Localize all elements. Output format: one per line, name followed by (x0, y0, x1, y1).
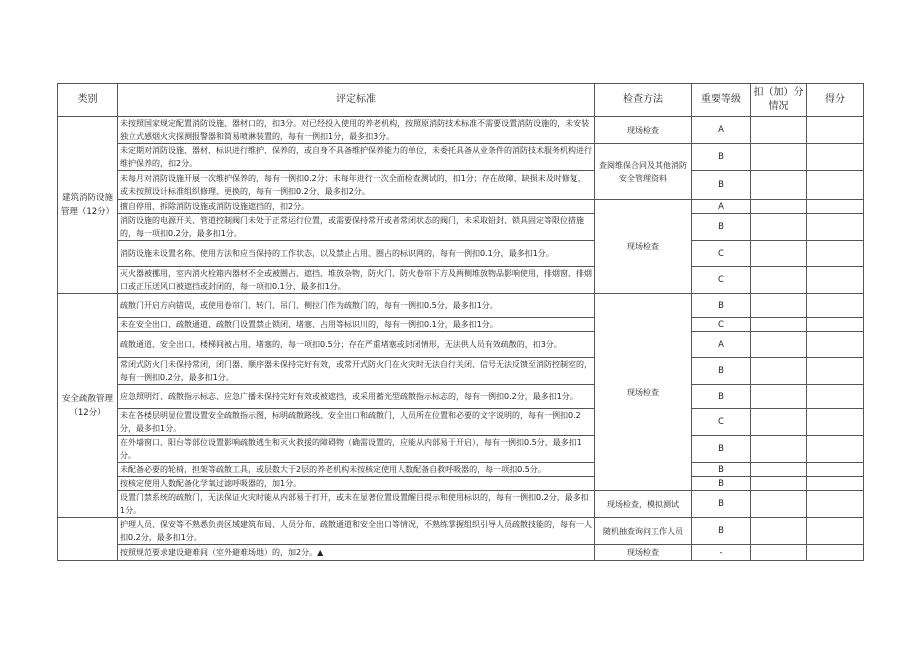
score-cell[interactable] (807, 545, 864, 561)
score-cell[interactable] (807, 241, 864, 267)
level-cell: A (692, 332, 751, 358)
criteria-cell: 护理人员、保安等不熟悉负责区域建筑布局、人员分布、疏散通道和安全出口等情况，不熟练掌握组织引导人员疏散技能的，每有一人扣0.2分，最多扣1分。 (118, 518, 595, 545)
criteria-cell: 在外墙窗口、阳台等部位设置影响疏散逃生和灭火救援的障碍物（确需设置的，应能从内部易于开启），每有一例扣0.5分，最多扣1分。 (118, 436, 595, 463)
criteria-cell: 设置门禁系统的疏散门，无法保证火灾时能从内部易于打开，或未在显著位置设置醒目提示和使用标识的，每有一例扣0.2分，最多扣1分。 (118, 491, 595, 518)
criteria-cell: 按核定使用人数配备化学氧过滤呼吸器的，加1分。 (118, 477, 595, 491)
criteria-cell: 未按照国家规定配置消防设施、器材口的，扣3分。对已经投入使用的养老机构，按照原消防技术标准不需要设置消防设施的，未安装独立式感烟火灾探测报警器和简易喷淋装置的，每有一例扣1分，最多扣3分。 (118, 117, 595, 144)
criteria-cell: 未定期对消防设施、器材、标识进行维护、保养的，或自身不具备维护保养能力的单位，未委托具备从业条件的消防技术服务机构进行维护保养的，扣2分。 (118, 144, 595, 171)
deduct-cell[interactable] (751, 491, 807, 518)
level-cell: C (692, 318, 751, 332)
criteria-cell: 疏散通道、安全出口、楼梯间被占用、堵塞的，每一项扣0.5分；存在严重堵塞或封闭情形，无法供人员有效疏散的，扣3分。 (118, 332, 595, 358)
table-row (58, 200, 864, 214)
score-cell[interactable] (807, 267, 864, 294)
criteria-cell: 未在各楼层明显位置设置安全疏散指示图，标明疏散路线、安全出口和疏散门，人员所在位置和必要的文字说明的，每有一例扣0.2分，最多扣1分。 (118, 409, 595, 436)
criteria-cell: 应急照明灯、疏散指示标志、应急广播未保持完好有效或被遮挡，或采用蓄光型疏散指示标志的，每有一例扣0.2分，最多扣1分。 (118, 385, 595, 409)
deduct-cell[interactable] (751, 332, 807, 358)
method-cell: 现场检查 (595, 117, 692, 144)
table-row (58, 385, 864, 409)
header-score: 得分 (807, 84, 864, 117)
deduct-cell[interactable] (751, 477, 807, 491)
criteria-cell: 未配备必要的轮椅，担架等疏散工具，或层数大于2层的养老机构未按核定使用人数配备自救呼吸器的，每一项扣0.5分。 (118, 463, 595, 477)
table-row (58, 518, 864, 545)
deduct-cell[interactable] (751, 518, 807, 545)
table-row (58, 477, 864, 491)
table-row (58, 358, 864, 385)
level-cell: B (692, 436, 751, 463)
header-category: 类别 (58, 84, 118, 117)
table-row (58, 267, 864, 294)
table-row (58, 171, 864, 200)
table-row (58, 409, 864, 436)
header-deduct: 扣（加）分情况 (751, 84, 807, 117)
criteria-cell: 灭火器被挪用，室内消火栓箱内器材不全或被圈占、遮挡、堆放杂物，防火门、防火卷帘下方及两侧堆放物品影响使用，排烟窗、排烟口或正压送风口被遮挡或封闭的，每一项扣0.1分，最多扣1分。 (118, 267, 595, 294)
score-cell[interactable] (807, 332, 864, 358)
category-cell-empty (58, 518, 118, 561)
deduct-cell[interactable] (751, 171, 807, 200)
level-cell: B (692, 518, 751, 545)
score-cell[interactable] (807, 518, 864, 545)
deduct-cell[interactable] (751, 318, 807, 332)
level-cell: C (692, 409, 751, 436)
score-cell[interactable] (807, 436, 864, 463)
table-row (58, 294, 864, 318)
criteria-cell: 消防设施的电源开关、管道控制阀门未处于正常运行位置，或需要保持常开或者常闭状态的阀门，未采取铅封、锁具固定等限位措施的，每一项扣0.2分，最多扣1分。 (118, 214, 595, 241)
level-cell: B (692, 358, 751, 385)
criteria-cell: 未每月对消防设施开展一次维护保养的，每有一例扣0.2分；未每年进行一次全面检查测试的，扣1分；存在故障、缺损未及时修复，或未按照设计标准组织修理、更换的，每有一例扣0.2分，最多扣2分。 (118, 171, 595, 200)
deduct-cell[interactable] (751, 385, 807, 409)
level-cell: B (692, 463, 751, 477)
table-row (58, 241, 864, 267)
deduct-cell[interactable] (751, 267, 807, 294)
method-cell: 现场检查 (595, 200, 692, 294)
level-cell: B (692, 144, 751, 171)
deduct-cell[interactable] (751, 117, 807, 144)
criteria-cell: 消防设施未设置名称、使用方法和应当保持的工作状态，以及禁止占用、圈占的标识网的，每有一例扣0.1分，最多扣1分。 (118, 241, 595, 267)
score-cell[interactable] (807, 358, 864, 385)
score-cell[interactable] (807, 463, 864, 477)
deduct-cell[interactable] (751, 545, 807, 561)
score-cell[interactable] (807, 144, 864, 171)
table-row (58, 463, 864, 477)
level-cell: - (692, 545, 751, 561)
header-criteria: 评定标准 (118, 84, 595, 117)
header-method: 检查方法 (595, 84, 692, 117)
deduct-cell[interactable] (751, 409, 807, 436)
method-cell: 查阅维保合同及其他消防安全管理资料 (595, 144, 692, 200)
table-row (58, 214, 864, 241)
method-cell: 现场检查 (595, 294, 692, 491)
level-cell: A (692, 117, 751, 144)
criteria-cell: 疏散门开启方向错误，或使用卷帘门、转门、吊门、侧拉门作为疏散门的，每有一例扣0.5分，最多扣1分。 (118, 294, 595, 318)
score-cell[interactable] (807, 117, 864, 144)
deduct-cell[interactable] (751, 241, 807, 267)
level-cell: B (692, 477, 751, 491)
deduct-cell[interactable] (751, 214, 807, 241)
criteria-cell: 擅自停用、拆除消防设施或消防设施遮挡的，扣2分。 (118, 200, 595, 214)
deduct-cell[interactable] (751, 358, 807, 385)
level-cell: B (692, 171, 751, 200)
level-cell: B (692, 491, 751, 518)
score-cell[interactable] (807, 200, 864, 214)
score-cell[interactable] (807, 477, 864, 491)
table-row (58, 545, 864, 561)
criteria-cell: 未在安全出口、疏散通道、疏散门设置禁止锁闭、堵塞、占用等标识川的，每有一例扣0.1分，最多扣1分。 (118, 318, 595, 332)
deduct-cell[interactable] (751, 294, 807, 318)
score-cell[interactable] (807, 409, 864, 436)
category-cell: 安全疏散管理（12分） (58, 294, 118, 518)
header-level: 重要等级 (692, 84, 751, 117)
score-cell[interactable] (807, 214, 864, 241)
table-row (58, 332, 864, 358)
level-cell: C (692, 241, 751, 267)
table-row (58, 436, 864, 463)
table-row (58, 318, 864, 332)
method-cell: 现场检查，模拟测试 (595, 491, 692, 518)
evaluation-table (57, 83, 864, 561)
table-row (58, 491, 864, 518)
table-row (58, 144, 864, 171)
score-cell[interactable] (807, 294, 864, 318)
score-cell[interactable] (807, 171, 864, 200)
deduct-cell[interactable] (751, 144, 807, 171)
level-cell: A (692, 200, 751, 214)
deduct-cell[interactable] (751, 436, 807, 463)
score-cell[interactable] (807, 318, 864, 332)
level-cell: B (692, 385, 751, 409)
level-cell: B (692, 214, 751, 241)
criteria-cell: 常闭式防火门未保持常闭，闭门器、顺序器未保持完好有效，或常开式防火门在火灾时无法自行关闭、信号无法反馈至消防控制室的，每有一例扣0.2分，最多扣1分。 (118, 358, 595, 385)
method-cell: 现场检查 (595, 545, 692, 561)
deduct-cell[interactable] (751, 463, 807, 477)
deduct-cell[interactable] (751, 200, 807, 214)
table-row (58, 117, 864, 144)
score-cell[interactable] (807, 385, 864, 409)
score-cell[interactable] (807, 491, 864, 518)
criteria-cell: 按照规范要求建设避难间（室外避难场地）的，加2分。▲ (118, 545, 595, 561)
level-cell: B (692, 294, 751, 318)
table-header-row (58, 84, 864, 117)
level-cell: C (692, 267, 751, 294)
category-cell: 建筑消防设施管理（12分） (58, 117, 118, 294)
method-cell: 随机抽查询问工作人员 (595, 518, 692, 545)
